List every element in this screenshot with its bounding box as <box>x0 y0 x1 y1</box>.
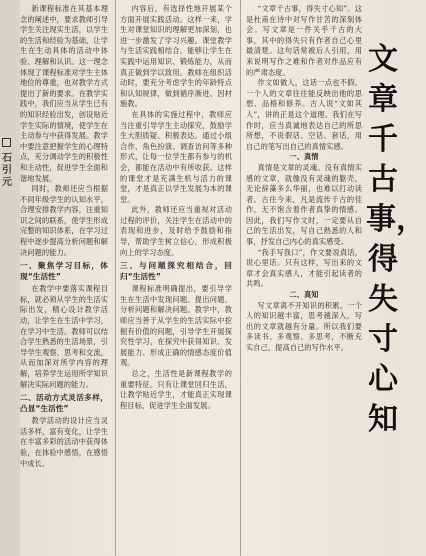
paragraph: 内容后，有选择性地开展某个方面开展实践活动。这样一来，学生对课堂知识的理解更加深刻，也进一步激发了学习兴趣。课堂教学与生活实践相结合，能够让学生在实践中运用知识、锻炼能力，从而真正做到学以致用。教师在组织活动时，要充分考虑学生的年龄特点和认知规律，做到循序渐进、因材施教。 <box>120 4 232 109</box>
paragraph: “文章千古事，得失寸心知”。这是杜甫在诗中对写作甘苦的深刻体会。写文章是一件关乎千古的大事，其中的得失只有作者自己心里最清楚。这句话常被后人引用，用来说明写作之难和作者对作品应有的严肃态度。 <box>246 4 362 77</box>
paragraph: 真情是文章的灵魂。没有真情实感的文章，就像没有灵魂的躯壳，无论辞藻多么华丽，也难以打动读者。古往今来，凡是流传千古的佳作，无不饱含着作者真挚的情感。因此，我们写作文时，一定要从自己的生活出发，写自己熟悉的人和事，抒发自己内心的真实感受。 <box>246 162 362 247</box>
side-section-label <box>2 138 16 189</box>
section-heading: 二、真知 <box>289 290 319 300</box>
left-margin-shade <box>0 0 20 556</box>
article-column-2 <box>120 4 232 552</box>
paragraph: 总之，生活性是新课程教学的重要特征。只有让课堂回归生活，让教学贴近学生，才能真正实现课程目标，促进学生全面发展。 <box>120 369 232 410</box>
article-column-1 <box>20 4 108 552</box>
paragraph: 课程标准明确提出，要引导学生在生活中发现问题、提出问题、分析问题和解决问题。教学中，教师应当善于从学生的生活实际中挖掘有价值的问题，引导学生开展探究性学习，在探究中获得知识、发展能力、形成正确的情感态度价值观。 <box>120 284 232 368</box>
section-heading: 二、活动方式灵活多样，凸显“生活性” <box>20 393 108 414</box>
section-heading: 一、聚焦学习目标，体现“生活性” <box>20 261 108 282</box>
paragraph: 此外，教师还应当重视对活动过程的评价，关注学生在活动中的表现和进步，及时给予鼓励和指导，帮助学生树立信心，形成积极向上的学习态度。 <box>120 205 232 257</box>
column-rule <box>115 0 116 556</box>
side-label-text: 石引元 <box>2 153 12 188</box>
section-heading: 三、与问题探究相结合，回归“生活性” <box>120 261 232 282</box>
paragraph: 在具体的实施过程中，教师应当注重引导学生主动探究，鼓励学生大胆质疑、积极表达。通过小组合作、角色扮演、调查访问等多种形式，让每一位学生都有参与的机会，都能在活动中有所收获。这样的课堂才是充满生机与活力的课堂，才是真正以学生发展为本的课堂。 <box>120 109 232 204</box>
paragraph: 写文章离不开知识的积累。一个人的知识越丰富，思考越深入，写出的文章就越有分量。所以我们要多读书、多观察、多思考，不断充实自己，提高自己的写作水平。 <box>246 300 362 352</box>
square-bullet-icon <box>2 138 11 147</box>
paragraph: 同时，教师还应当根据不同年级学生的认知水平，合理安排教学内容，注重知识之间的联系，使学生形成完整的知识体系，在学习过程中逐步提高分析问题和解决问题的能力。 <box>20 184 108 257</box>
paragraph: 新课程标准在其基本理念的阐述中，要求教师引导学生关注现实生活，以学生的生活和经验为基础，让学生在生动具体的活动中体验、理解和认识。这一理念体现了课程标准对学生主体地位的尊重，也对教学方式提出了新的要求。在教学实践中，我们应当从学生已有的知识经验出发，创设贴近学生实际的情境，使学生在主动参与中获得发展。教学中要注意把握学生的心理特点，充分调动学生的积极性和主动性，促进学生全面和谐地发展。 <box>20 4 108 183</box>
paragraph: 作文如做人，这话一点也不假。一个人的文章往往能反映出他的思想、品格和修养。古人说“文如其人”，讲的正是这个道理。我们在写作时，应当真诚地表达自己的所思所想，不说假话、空话、套话，用自己的笔写出自己的真情实感。 <box>246 78 362 151</box>
vertical-article-title: 文章千古事，得失寸心知 <box>366 42 426 437</box>
paragraph: 教学活动的设计应当灵活多样，富有变化，让学生在丰富多彩的活动中获得体验，在体验中感悟，在感悟中成长。 <box>20 416 108 468</box>
paragraph: “我手写我口”，作文要说真话，说心里话。只有这样，写出来的文章才会真实感人，才能引起读者的共鸣。 <box>246 247 362 289</box>
article-column-3 <box>246 4 362 552</box>
paragraph: 在教学中要落实课程目标，就必须从学生的生活实际出发，精心设计教学活动，让学生在生活中学习，在学习中生活。教师可以结合学生熟悉的生活场景，引导学生观察、思考和交流，从而加深对所学内容的理解，培养学生运用所学知识解决实际问题的能力。 <box>20 284 108 389</box>
column-rule <box>240 0 241 556</box>
section-heading: 一、真情 <box>289 152 319 162</box>
